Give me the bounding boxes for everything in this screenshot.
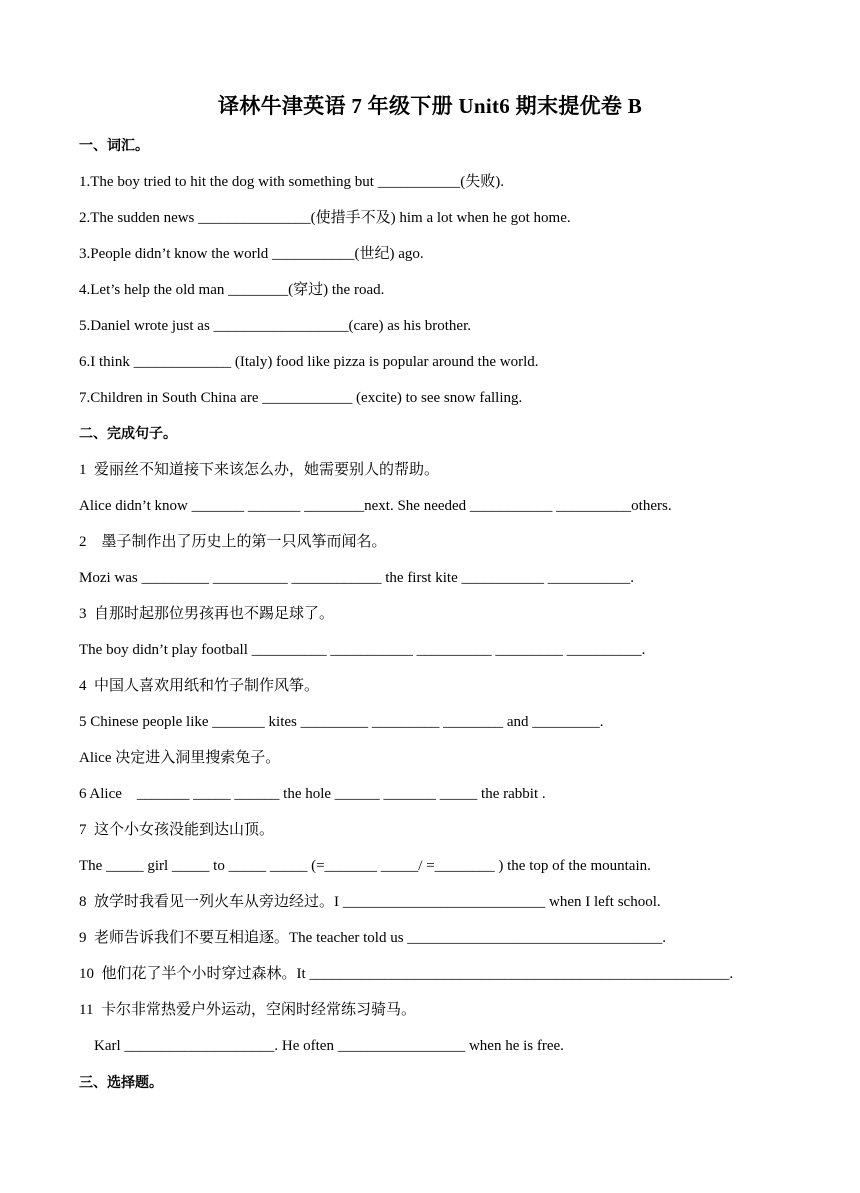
sentence-answer-1: Alice didn’t know _______ _______ ________next. She needed ___________ __________others. bbox=[79, 498, 672, 514]
sentence-prompt-1: 1 爱丽丝不知道接下来该怎么办，她需要别人的帮助。 bbox=[79, 462, 440, 478]
page-title: 译林牛津英语 7 年级下册 Unit6 期末提优卷 B bbox=[217, 94, 643, 118]
sentence-answer-2: Mozi was _________ __________ ____________ the first kite ___________ ___________. bbox=[79, 570, 634, 586]
vocab-item-7: 7.Children in South China are ____________ (excite) to see snow falling. bbox=[79, 390, 523, 406]
vocab-item-2: 2.The sudden news _______________(使措手不及) him a lot when he got home. bbox=[79, 210, 571, 226]
vocab-item-6: 6.I think _____________ (Italy) food like pizza is popular around the world. bbox=[79, 354, 539, 370]
sentence-prompt-3: 3 自那时起那位男孩再也不踢足球了。 bbox=[79, 606, 335, 622]
sentence-item-9: 9 老师告诉我们不要互相追逐。The teacher told us __________________________________. bbox=[79, 930, 667, 946]
sentence-answer-3: The boy didn’t play football __________ ___________ __________ _________ __________. bbox=[79, 642, 646, 658]
sentence-prompt-11: 11 卡尔非常热爱户外运动，空闲时经常练习骑马。 bbox=[79, 1002, 416, 1018]
sentence-answer-7: The _____ girl _____ to _____ _____ (=_______ _____/ =________ ) the top of the mountain. bbox=[79, 858, 651, 874]
section-heading-vocabulary: 一、词汇。 bbox=[79, 138, 149, 154]
section-heading-multiple-choice: 三、选择题。 bbox=[79, 1075, 163, 1091]
vocab-item-3: 3.People didn’t know the world ___________(世纪) ago. bbox=[79, 246, 424, 262]
vocab-item-5: 5.Daniel wrote just as __________________(care) as his brother. bbox=[79, 318, 471, 334]
sentence-answer-6: 6 Alice _______ _____ ______ the hole ______ _______ _____ the rabbit . bbox=[79, 786, 546, 802]
sentence-answer-5: 5 Chinese people like _______ kites _________ _________ ________ and _________. bbox=[79, 714, 604, 730]
sentence-item-8: 8 放学时我看见一列火车从旁边经过。I ___________________________ when I left school. bbox=[79, 894, 661, 910]
sentence-prompt-6: Alice 决定进入洞里搜索兔子。 bbox=[79, 750, 281, 766]
sentence-prompt-7: 7 这个小女孩没能到达山顶。 bbox=[79, 822, 275, 838]
sentence-prompt-4: 4 中国人喜欢用纸和竹子制作风筝。 bbox=[79, 678, 320, 694]
sentence-item-10: 10 他们花了半个小时穿过森林。It ________________________________________________________. bbox=[79, 966, 734, 982]
sentence-prompt-2: 2 墨子制作出了历史上的第一只风筝而闻名。 bbox=[79, 534, 387, 550]
section-heading-complete-sentences: 二、完成句子。 bbox=[79, 426, 177, 442]
sentence-answer-11: Karl ____________________. He often _________________ when he is free. bbox=[79, 1038, 564, 1054]
vocab-item-4: 4.Let’s help the old man ________(穿过) the road. bbox=[79, 282, 385, 298]
vocab-item-1: 1.The boy tried to hit the dog with something but ___________(失败). bbox=[79, 174, 504, 190]
